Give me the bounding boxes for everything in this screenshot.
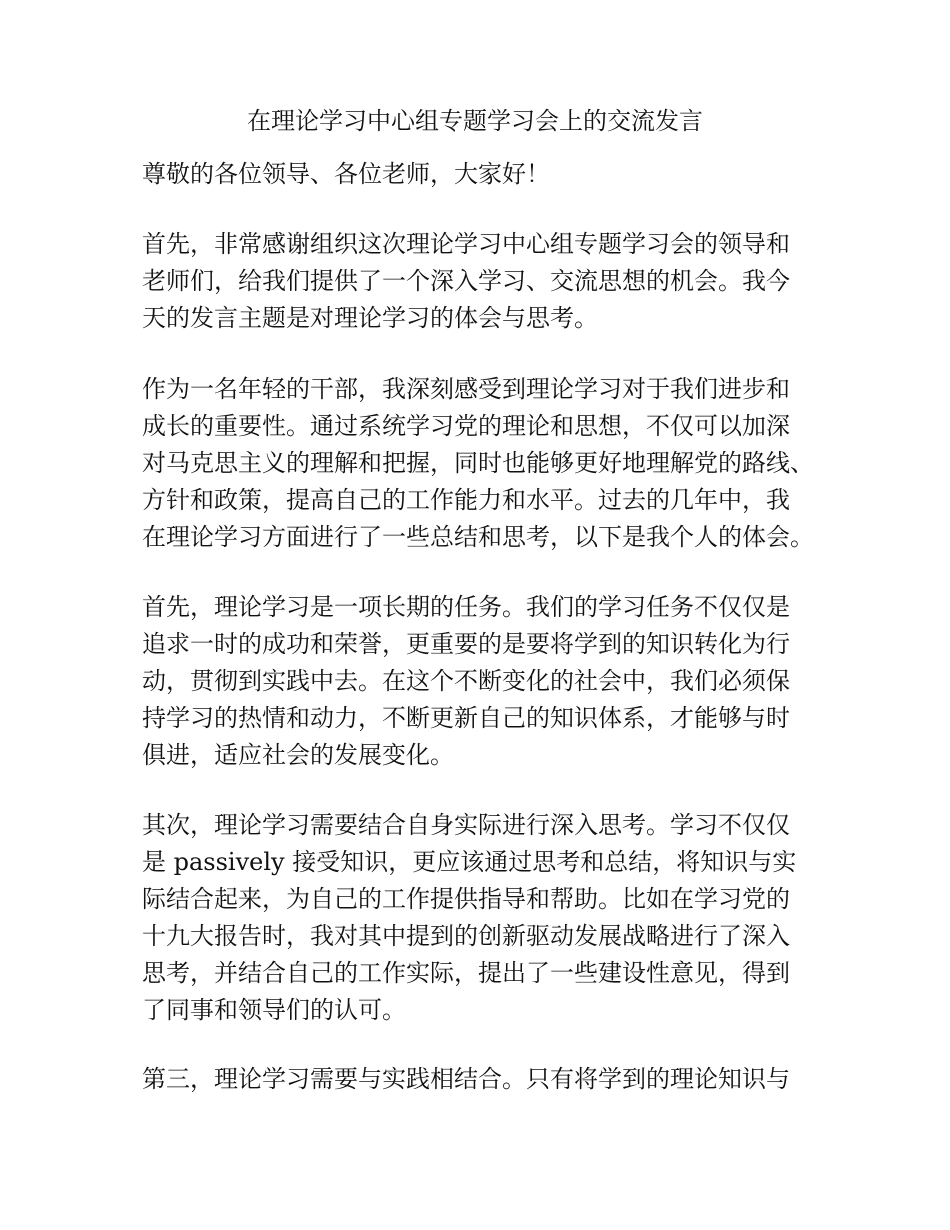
text-line: 俱进，适应社会的发展变化。 [142, 741, 454, 769]
text-line: 了同事和领导们的认可。 [142, 996, 406, 1024]
text-line: 追求一时的成功和荣誉，更重要的是要将学到的知识转化为行 [142, 630, 790, 658]
paragraph-3 [142, 589, 822, 774]
text-line: 其次，理论学习需要结合自身实际进行深入思考。学习不仅仅 [142, 811, 790, 839]
text-line: 方针和政策，提高自己的工作能力和水平。过去的几年中，我 [142, 486, 790, 514]
document-title: 在理论学习中心组专题学习会上的交流发言 [247, 107, 703, 135]
text-line: 十九大报告时，我对其中提到的创新驱动发展战略进行了深入 [142, 922, 790, 950]
text-line: 首先，非常感谢组织这次理论学习中心组专题学习会的领导和 [142, 230, 790, 258]
paragraph-4 [142, 807, 822, 1029]
text-line: 首先，理论学习是一项长期的任务。我们的学习任务不仅仅是 [142, 593, 790, 621]
text-line: 老师们，给我们提供了一个深入学习、交流思想的机会。我今 [142, 267, 790, 295]
text-line: 对马克思主义的理解和把握，同时也能够更好地理解党的路线、 [142, 449, 814, 477]
text-line: 持学习的热情和动力，不断更新自己的知识体系，才能够与时 [142, 704, 790, 732]
text-line: 作为一名年轻的干部，我深刻感受到理论学习对于我们进步和 [142, 375, 790, 403]
text-line: 动，贯彻到实践中去。在这个不断变化的社会中，我们必须保 [142, 667, 790, 695]
text-line: 在理论学习方面进行了一些总结和思考，以下是我个人的体会。 [142, 523, 814, 551]
text-line: 第三，理论学习需要与实践相结合。只有将学到的理论知识与 [142, 1065, 790, 1093]
text-line: 是 passively 接受知识，更应该通过思考和总结，将知识与实 [142, 848, 797, 876]
text-line: 际结合起来，为自己的工作提供指导和帮助。比如在学习党的 [142, 885, 790, 913]
greeting-line: 尊敬的各位领导、各位老师，大家好！ [142, 160, 550, 188]
text-line: 天的发言主题是对理论学习的体会与思考。 [142, 304, 598, 332]
paragraph-1 [142, 226, 822, 337]
paragraph-2 [142, 371, 822, 556]
text-line: 思考，并结合自己的工作实际，提出了一些建设性意见，得到 [142, 959, 790, 987]
text-line: 成长的重要性。通过系统学习党的理论和思想，不仅可以加深 [142, 412, 790, 440]
paragraph-5 [142, 1061, 822, 1098]
